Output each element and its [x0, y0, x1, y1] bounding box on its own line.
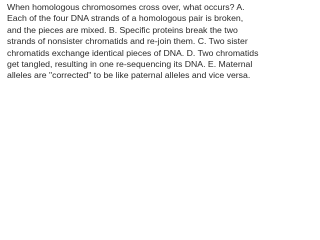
- question-card: [0, 0, 261, 88]
- question-text: When homologous chromosomes cross over, what occurs? A. Each of the four DNA strands of a homologous pair is broken, and the pieces are mixed. B. Specific proteins break the two strands of nonsister chromatids and re-join them. C. Two sister chromatids exchange identical pieces of DNA. D. Two chromatids get tangled, resulting in one re-sequencing its DNA. E. Maternal alleles are "corrected" to be like paternal alleles and vice versa.: [7, 2, 259, 81]
